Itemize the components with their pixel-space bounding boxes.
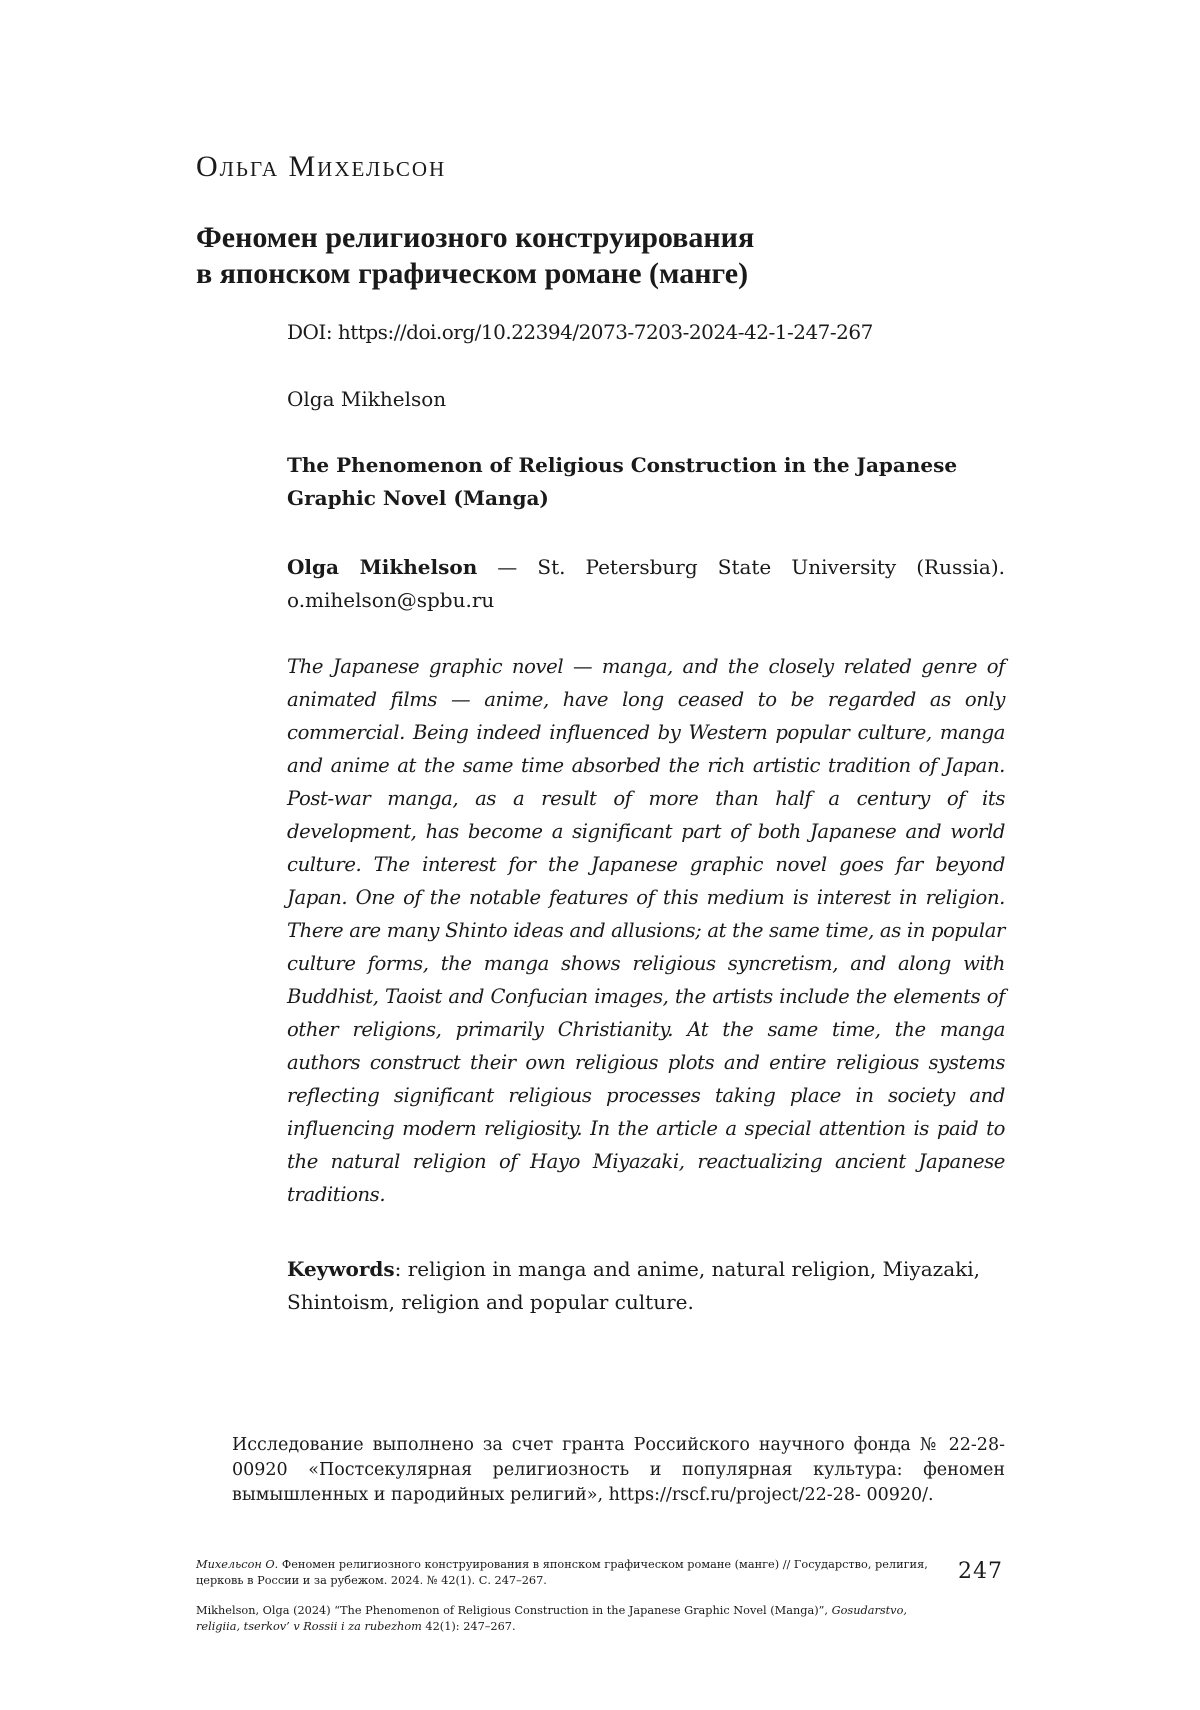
citation-english-journal: Gosudarstvo, religiia, tserkov’ v Rossii i za rubezhom [196, 1604, 907, 1633]
page-number: 247 [958, 1559, 1003, 1584]
article-title-english: The Phenomenon of Religious Construction in the Japanese Graphic Novel (Manga) [287, 453, 958, 510]
keywords-label: Keywords [287, 1257, 395, 1281]
article-title-russian-line-1: Феномен религиозного конструирования [196, 221, 755, 254]
article-title-russian-line-2: в японском графическом романе (манге) [196, 257, 749, 290]
keywords [287, 1253, 1005, 1319]
grant-acknowledgement: Исследование выполнено за счет гранта Российского научного фонда № 22-28-00920 «Постсекулярная религиозность и популярная культура: феномен вымышленных и пародийных религий», https://rscf.ru/project/22-28- 00920/. [232, 1435, 1005, 1505]
abstract: The Japanese graphic novel — manga, and the closely related genre of animated films — anime, have long ceased to be regarded as only commercial. Being indeed influenced by Western popular culture, manga and anime at the same time absorbed the rich artistic tradition of Japan. Post-war manga, as a result of more than half a century of its development, has become a significant part of both Japanese and world culture. The interest for the Japanese graphic novel goes far beyond Japan. One of the notable features of this medium is interest in religion. There are many Shinto ideas and allusions; at the same time, as in popular culture forms, the manga shows religious syncretism, and along with Buddhist, Taoist and Confucian images, the artists include the elements of other religions, primarily Christianity. At the same time, the manga authors construct their own religious plots and entire religious systems reflecting significant religious processes taking place in society and influencing modern religiosity. In the article a special attention is paid to the natural religion of Hayo Miyazaki, reactualizing ancient Japanese traditions. [287, 655, 1005, 1206]
affiliation-author-name: Olga Mikhelson [287, 555, 478, 579]
citation-russian-text: Феномен религиозного конструирования в японском графическом романе (манге) // Государство, религия, церковь в России и за рубежом. 2024. № 42(1). С. 247–267. [196, 1558, 928, 1587]
citation-russian-author: Михельсон О. [196, 1558, 279, 1571]
citation-russian [196, 1557, 936, 1589]
doi-link[interactable]: DOI: https://doi.org/10.22394/2073-7203-2024-42-1-247-267 [287, 320, 873, 344]
author-name-english: Olga Mikhelson [287, 387, 447, 411]
citation-english-issue: 42(1): 247–267. [421, 1620, 516, 1633]
affiliation-details: — St. Petersburg State University (Russia). o.mihelson@spbu.ru [287, 555, 1005, 612]
author-name-russian: Ольга Михельсон [196, 150, 447, 183]
author-affiliation [287, 551, 1005, 617]
citation-english-text: Mikhelson, Olga (2024) “The Phenomenon of Religious Construction in the Japanese Graphic Novel (Manga)”, [196, 1604, 832, 1617]
citation-english [196, 1603, 936, 1635]
keywords-list: : religion in manga and anime, natural religion, Miyazaki, Shintoism, religion and popular culture. [287, 1257, 980, 1314]
article-title-russian [196, 220, 1016, 292]
